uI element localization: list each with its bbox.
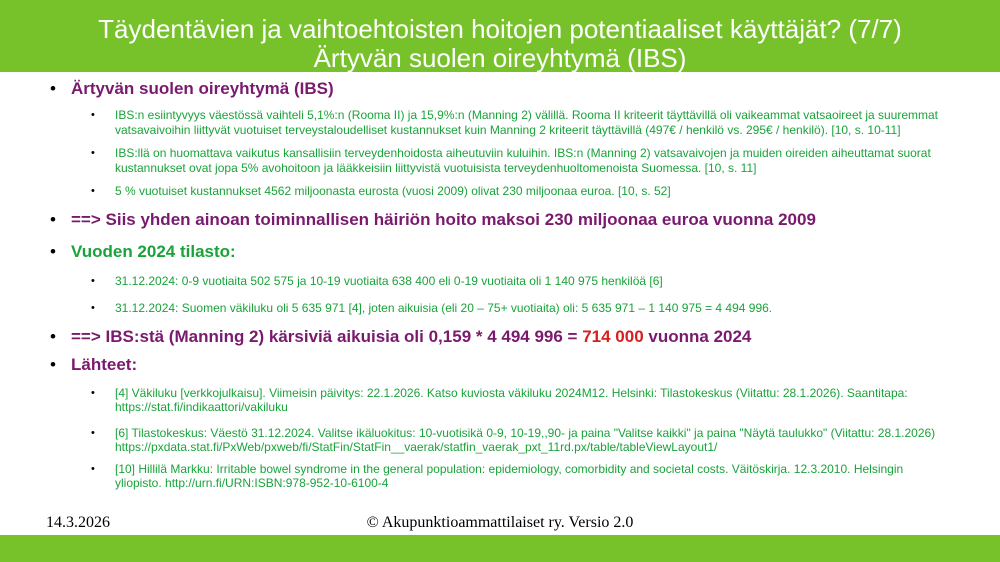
slide-content xyxy=(50,78,950,491)
stats-heading: • Vuoden 2024 tilasto: xyxy=(50,241,236,261)
list-item: • 31.12.2024: Suomen väkiluku oli 5 635 971 [4], joten aikuisia (eli 20 – 75+ vuotiaita) oli: 5 635 971 – 1 140 975 = 4 494 996. xyxy=(91,301,773,315)
slide-subtitle: Ärtyvän suolen oireyhtymä (IBS) xyxy=(313,43,687,73)
list-item: • 31.12.2024: 0-9 vuotiaita 502 575 ja 10-19 vuotiaita 638 400 eli 0-19 vuotiaita oli 1 140 975 henkilöä [6] xyxy=(91,273,663,288)
conclusion-2024: • ==> IBS:stä (Manning 2) kärsiviä aikuisia oli 0,159 * 4 494 996 = 714 000 vuonna 2024 xyxy=(50,326,752,346)
slide-title: Täydentävien ja vaihtoehtoisten hoitojen potentiaaliset käyttäjät? (7/7) xyxy=(98,14,902,44)
list-item: • 5 % vuotuiset kustannukset 4562 miljoonasta eurosta (vuosi 2009) olivat 230 miljoonaa euroa. [10, s. 52] xyxy=(91,184,671,198)
highlight-value: 714 000 xyxy=(582,326,644,346)
sources-heading: • Lähteet: xyxy=(50,354,138,374)
source-item: • [4] Väkiluku [verkkojulkaisu]. Viimeisin päivitys: 22.1.2026. Katso kuviosta väkiluku 2024M12. Helsinki: Tilastokeskus (Viitattu: 28.1.2026). Saantitapa: https://stat.fi/indikaattori/vakiluku xyxy=(91,385,908,414)
source-item: • [10] Hillilä Markku: Irritable bowel syndrome in the general population: epidemiology, comorbidity and societal costs. Väitöskirja. 12.3.2010. Helsingin yliopisto. http://urn.fi/URN:ISBN:978-952-10-6100-4 xyxy=(91,461,904,490)
source-item: • [6] Tilastokeskus: Väestö 31.12.2024. Valitse ikäluokitus: 10-vuotisikä 0-9, 10-19,,90- ja paina "Valitse kaikki" ja paina "Näytä taulukko" (Viitattu: 28.1.2026) https://pxdata.stat.fi/PxWeb/pxweb/fi/StatFin/StatFin__vaerak/statfin_vaerak_pxt_11rd.px/table/tableViewLayout1/ xyxy=(91,425,936,454)
ibs-heading: • Ärtyvän suolen oireyhtymä (IBS) xyxy=(50,79,334,98)
bottom-bar xyxy=(0,535,1000,562)
list-item: • IBS:llä on huomattava vaikutus kansallisiin terveydenhoidosta aiheutuviin kuluihin. IBS:n (Manning 2) vatsavaivojen ja muiden oireiden aiheuttamat suorat kustannukset ovat jopa 5% avohoitoon ja lääkkeisiin liittyvistä vuotuisista terveydenhuoltomenoista Suomessa. [10, s. 11] xyxy=(91,146,931,175)
footer-date: 14.3.2026 xyxy=(46,514,110,531)
title-bar xyxy=(0,0,1000,72)
footer-copyright: © Akupunktioammattilaiset ry. Versio 2.0 xyxy=(366,514,634,531)
conclusion-2009: • ==> Siis yhden ainoan toiminnallisen häiriön hoito maksoi 230 miljoonaa euroa vuonna 2009 xyxy=(50,209,816,229)
list-item: • IBS:n esiintyvyys väestössä vaihteli 5,1%:n (Rooma II) ja 15,9%:n (Manning 2) välillä. Rooma II kriteerit täyttävillä oli vaikeammat vatsaoireet ja suuremmat vatsavaivoihin liittyvät vuotuiset terveystaloudelliset kustannukset kuin Manning 2 kriteerit täyttävillä (497€ / henkilö vs. 295€ / henkilö). [10, s. 10-11] xyxy=(91,108,939,137)
